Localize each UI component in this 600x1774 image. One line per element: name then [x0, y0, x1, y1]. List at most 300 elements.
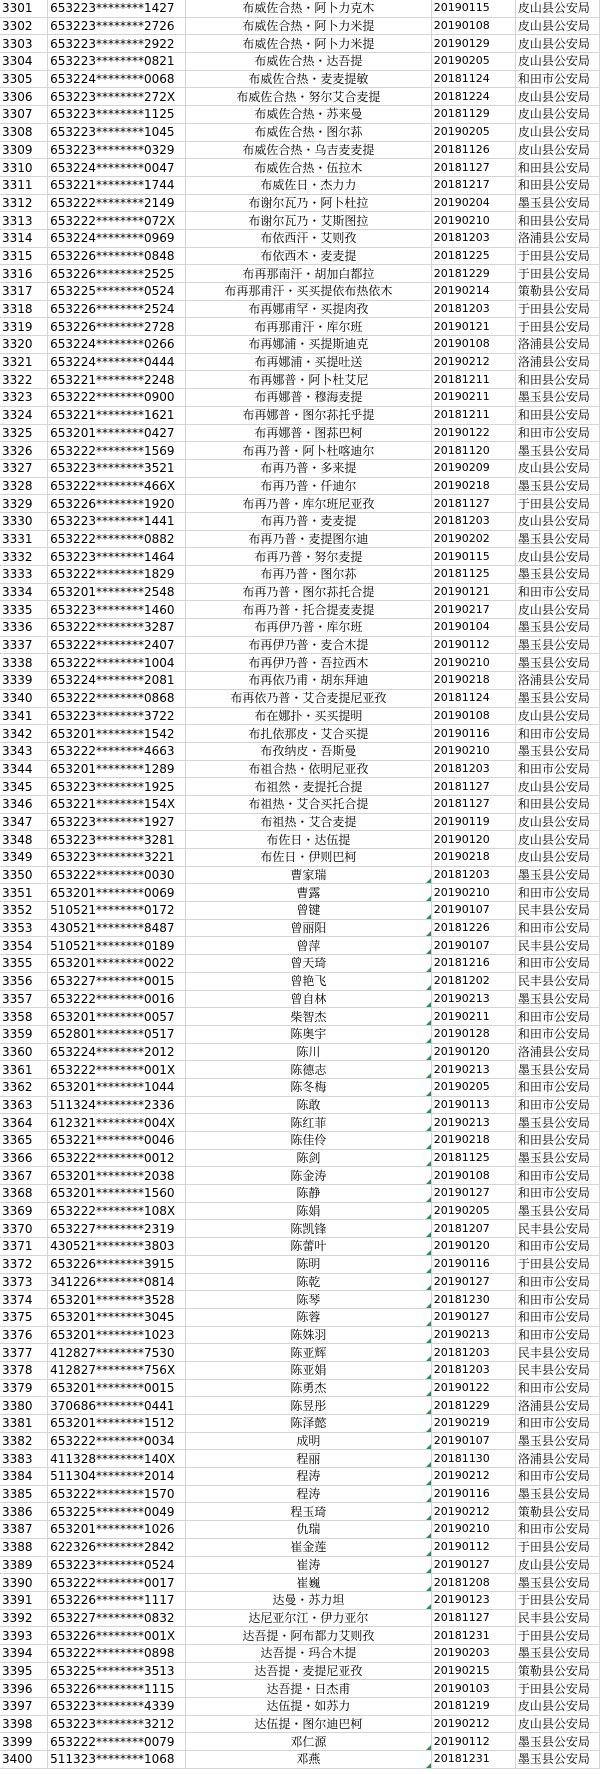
name-cell: 布再娜普・穆海麦提 [186, 389, 432, 407]
id-number-cell: 653221********2248 [48, 371, 186, 389]
name-cell: 布再乃普・阿卜杜喀迪尔 [186, 442, 432, 460]
agency-cell: 墨玉县公安局 [515, 194, 599, 212]
row-number: 3340 [0, 689, 48, 707]
date-cell: 20190104 [431, 619, 515, 637]
agency-cell: 和田市公安局 [515, 1521, 599, 1539]
date-cell: 20181216 [431, 955, 515, 973]
id-number-cell: 511304********2014 [48, 1468, 186, 1486]
date-cell: 20190127 [431, 1556, 515, 1574]
row-number: 3393 [0, 1627, 48, 1645]
row-number: 3370 [0, 1220, 48, 1238]
agency-cell: 和田县公安局 [515, 212, 599, 230]
row-number: 3316 [0, 265, 48, 283]
row-number: 3307 [0, 106, 48, 124]
agency-cell: 皮山县公安局 [515, 35, 599, 53]
id-number-cell: 653222********0030 [48, 866, 186, 884]
agency-cell: 于田县公安局 [515, 318, 599, 336]
id-number-cell: 653201********0057 [48, 1008, 186, 1026]
id-number-cell: 653223********0821 [48, 53, 186, 71]
name-cell: 布再乃普・努尔麦提 [186, 548, 432, 566]
agency-cell: 于田县公安局 [515, 1591, 599, 1609]
id-number-cell: 653222********3287 [48, 619, 186, 637]
date-cell: 20190214 [431, 283, 515, 301]
table-row [0, 1521, 600, 1539]
table-row [0, 742, 600, 760]
row-number: 3310 [0, 159, 48, 177]
date-cell: 20181208 [431, 1574, 515, 1592]
agency-cell: 策勒县公安局 [515, 1662, 599, 1680]
name-cell: 布再那南汗・胡加白都拉 [186, 265, 432, 283]
date-cell: 20190211 [431, 389, 515, 407]
row-number: 3333 [0, 566, 48, 584]
table-row [0, 1698, 600, 1716]
id-number-cell: 653222********1570 [48, 1485, 186, 1503]
table-row [0, 795, 600, 813]
name-cell: 陈昱彤 [186, 1397, 432, 1415]
agency-cell: 洛浦县公安局 [515, 229, 599, 247]
id-number-cell: 653223********1045 [48, 123, 186, 141]
name-cell: 布威佐日・杰力力 [186, 176, 432, 194]
name-cell: 达吾提・日杰甫 [186, 1680, 432, 1698]
id-number-cell: 653226********001X [48, 1627, 186, 1645]
name-cell: 布祖热・艾合买托合提 [186, 795, 432, 813]
date-cell: 20190205 [431, 53, 515, 71]
agency-cell: 皮山县公安局 [515, 601, 599, 619]
date-cell: 20181231 [431, 1751, 515, 1769]
table-row [0, 1538, 600, 1556]
table-row [0, 849, 600, 867]
name-cell: 邓燕 [186, 1751, 432, 1769]
date-cell: 20181229 [431, 265, 515, 283]
row-number: 3322 [0, 371, 48, 389]
name-cell: 布威佐合热・乌吉麦麦提 [186, 141, 432, 159]
id-number-cell: 412827********7530 [48, 1344, 186, 1362]
id-number-cell: 653224********2012 [48, 1043, 186, 1061]
row-number: 3367 [0, 1167, 48, 1185]
row-number: 3378 [0, 1361, 48, 1379]
row-number: 3389 [0, 1556, 48, 1574]
agency-cell: 和田市公安局 [515, 1238, 599, 1256]
name-cell: 陈亚娟 [186, 1361, 432, 1379]
row-number: 3327 [0, 459, 48, 477]
id-number-cell: 653223********3722 [48, 707, 186, 725]
row-number: 3349 [0, 849, 48, 867]
agency-cell: 洛浦县公安局 [515, 1043, 599, 1061]
date-cell: 20190211 [431, 1008, 515, 1026]
row-number: 3344 [0, 760, 48, 778]
row-number: 3387 [0, 1521, 48, 1539]
table-row [0, 1025, 600, 1043]
table-row [0, 1114, 600, 1132]
date-cell: 20190213 [431, 1326, 515, 1344]
row-number: 3331 [0, 530, 48, 548]
name-cell: 陈佳伶 [186, 1132, 432, 1150]
table-row [0, 35, 600, 53]
agency-cell: 皮山县公安局 [515, 512, 599, 530]
date-cell: 20190213 [431, 990, 515, 1008]
agency-cell: 皮山县公安局 [515, 459, 599, 477]
table-row [0, 1061, 600, 1079]
row-number: 3375 [0, 1308, 48, 1326]
date-cell: 20181211 [431, 406, 515, 424]
date-cell: 20181129 [431, 106, 515, 124]
date-cell: 20190103 [431, 1680, 515, 1698]
name-cell: 成明 [186, 1432, 432, 1450]
id-number-cell: 430521********3803 [48, 1238, 186, 1256]
name-cell: 布祖热・艾合麦提 [186, 813, 432, 831]
table-row [0, 1662, 600, 1680]
name-cell: 陈川 [186, 1043, 432, 1061]
name-cell: 布再娜普・图荪巴柯 [186, 424, 432, 442]
row-number: 3339 [0, 672, 48, 690]
name-cell: 布威佐合热・阿卜力克木 [186, 0, 432, 17]
date-cell: 20190212 [431, 353, 515, 371]
name-cell: 陈泽懿 [186, 1415, 432, 1433]
table-row [0, 194, 600, 212]
date-cell: 20190203 [431, 1644, 515, 1662]
table-row [0, 1574, 600, 1592]
date-cell: 20190108 [431, 336, 515, 354]
agency-cell: 皮山县公安局 [515, 849, 599, 867]
date-cell: 20181203 [431, 760, 515, 778]
date-cell: 20181217 [431, 176, 515, 194]
name-cell: 陈娟 [186, 1202, 432, 1220]
name-cell: 布再依乃普・艾合麦提尼亚孜 [186, 689, 432, 707]
row-number: 3397 [0, 1698, 48, 1716]
table-row [0, 477, 600, 495]
agency-cell: 墨玉县公安局 [515, 1733, 599, 1751]
table-row [0, 866, 600, 884]
agency-cell: 和田县公安局 [515, 795, 599, 813]
name-cell: 达吾提・阿布都力艾则孜 [186, 1627, 432, 1645]
agency-cell: 和田市公安局 [515, 1468, 599, 1486]
row-number: 3357 [0, 990, 48, 1008]
date-cell: 20190218 [431, 1132, 515, 1150]
id-number-cell: 653221********154X [48, 795, 186, 813]
id-number-cell: 653201********1289 [48, 760, 186, 778]
agency-cell: 墨玉县公安局 [515, 1114, 599, 1132]
name-cell: 曾艳飞 [186, 972, 432, 990]
name-cell: 曹家瑞 [186, 866, 432, 884]
agency-cell: 和田市公安局 [515, 1185, 599, 1203]
name-cell: 程丽 [186, 1450, 432, 1468]
date-cell: 20190212 [431, 1503, 515, 1521]
row-number: 3382 [0, 1432, 48, 1450]
row-number: 3324 [0, 406, 48, 424]
name-cell: 布佐日・达伍提 [186, 831, 432, 849]
table-row [0, 990, 600, 1008]
name-cell: 陈敢 [186, 1096, 432, 1114]
name-cell: 陈姝羽 [186, 1326, 432, 1344]
table-row [0, 406, 600, 424]
name-cell: 布威佐合热・苏来曼 [186, 106, 432, 124]
agency-cell: 于田县公安局 [515, 495, 599, 513]
name-cell: 布依西汗・艾则孜 [186, 229, 432, 247]
table-row [0, 1096, 600, 1114]
row-number: 3400 [0, 1751, 48, 1769]
row-number: 3388 [0, 1538, 48, 1556]
name-cell: 布再那甫汗・买买提依布热依木 [186, 283, 432, 301]
row-number: 3355 [0, 955, 48, 973]
agency-cell: 墨玉县公安局 [515, 636, 599, 654]
table-row [0, 1291, 600, 1309]
row-number: 3319 [0, 318, 48, 336]
id-number-cell: 653201********1512 [48, 1415, 186, 1433]
date-cell: 20181224 [431, 88, 515, 106]
table-row [0, 1344, 600, 1362]
date-cell: 20190210 [431, 212, 515, 230]
row-number: 3372 [0, 1255, 48, 1273]
table-row [0, 1308, 600, 1326]
row-number: 3380 [0, 1397, 48, 1415]
id-number-cell: 653222********1829 [48, 566, 186, 584]
name-cell: 曾萍 [186, 937, 432, 955]
table-row [0, 1503, 600, 1521]
date-cell: 20190113 [431, 1096, 515, 1114]
id-number-cell: 653222********108X [48, 1202, 186, 1220]
table-row [0, 212, 600, 230]
date-cell: 20190127 [431, 1185, 515, 1203]
row-number: 3341 [0, 707, 48, 725]
row-number: 3338 [0, 654, 48, 672]
name-cell: 布威佐合热・伍拉木 [186, 159, 432, 177]
row-number: 3304 [0, 53, 48, 71]
agency-cell: 墨玉县公安局 [515, 689, 599, 707]
table-row [0, 1450, 600, 1468]
date-cell: 20190210 [431, 654, 515, 672]
row-number: 3313 [0, 212, 48, 230]
row-number: 3346 [0, 795, 48, 813]
date-cell: 20190108 [431, 707, 515, 725]
agency-cell: 皮山县公安局 [515, 0, 599, 17]
name-cell: 布扎依那皮・艾合买提 [186, 725, 432, 743]
name-cell: 布再娜甫罕・买提肉孜 [186, 300, 432, 318]
row-number: 3303 [0, 35, 48, 53]
id-number-cell: 653226********1117 [48, 1591, 186, 1609]
date-cell: 20190218 [431, 477, 515, 495]
table-row [0, 0, 600, 17]
date-cell: 20190116 [431, 1485, 515, 1503]
id-number-cell: 653222********0034 [48, 1432, 186, 1450]
date-cell: 20181203 [431, 300, 515, 318]
row-number: 3394 [0, 1644, 48, 1662]
id-number-cell: 653222********0017 [48, 1574, 186, 1592]
date-cell: 20181203 [431, 229, 515, 247]
name-cell: 布再乃普・麦提图尔迪 [186, 530, 432, 548]
id-number-cell: 653222********1004 [48, 654, 186, 672]
row-number: 3352 [0, 902, 48, 920]
name-cell: 曹露 [186, 884, 432, 902]
id-number-cell: 653222********0079 [48, 1733, 186, 1751]
date-cell: 20190120 [431, 831, 515, 849]
date-cell: 20190108 [431, 17, 515, 35]
name-cell: 布再乃普・库尔班尼亚孜 [186, 495, 432, 513]
name-cell: 布孜纳皮・吾斯曼 [186, 742, 432, 760]
agency-cell: 墨玉县公安局 [515, 1751, 599, 1769]
id-number-cell: 653222********072X [48, 212, 186, 230]
id-number-cell: 341226********0814 [48, 1273, 186, 1291]
agency-cell: 民丰县公安局 [515, 1361, 599, 1379]
table-row [0, 1220, 600, 1238]
table-row [0, 636, 600, 654]
date-cell: 20190128 [431, 1025, 515, 1043]
table-row [0, 159, 600, 177]
name-cell: 达曼・苏力坦 [186, 1591, 432, 1609]
table-row [0, 1627, 600, 1645]
row-number: 3374 [0, 1291, 48, 1309]
date-cell: 20190215 [431, 1662, 515, 1680]
agency-cell: 皮山县公安局 [515, 707, 599, 725]
date-cell: 20190112 [431, 1733, 515, 1751]
name-cell: 程涛 [186, 1468, 432, 1486]
id-number-cell: 653227********0832 [48, 1609, 186, 1627]
table-row [0, 229, 600, 247]
agency-cell: 墨玉县公安局 [515, 1432, 599, 1450]
name-cell: 布再乃普・仟迪尔 [186, 477, 432, 495]
name-cell: 陈乾 [186, 1273, 432, 1291]
row-number: 3328 [0, 477, 48, 495]
agency-cell: 墨玉县公安局 [515, 866, 599, 884]
date-cell: 20190120 [431, 1043, 515, 1061]
row-number: 3337 [0, 636, 48, 654]
agency-cell: 皮山县公安局 [515, 831, 599, 849]
name-cell: 陈蕾叶 [186, 1238, 432, 1256]
id-number-cell: 653221********1744 [48, 176, 186, 194]
name-cell: 布祖然・麦提托合提 [186, 778, 432, 796]
date-cell: 20190122 [431, 424, 515, 442]
name-cell: 布谢尔瓦乃・阿卜杜拉 [186, 194, 432, 212]
agency-cell: 洛浦县公安局 [515, 336, 599, 354]
name-cell: 陈蓉 [186, 1308, 432, 1326]
row-number: 3320 [0, 336, 48, 354]
agency-cell: 和田市公安局 [515, 1291, 599, 1309]
agency-cell: 策勒县公安局 [515, 283, 599, 301]
date-cell: 20190209 [431, 459, 515, 477]
row-number: 3358 [0, 1008, 48, 1026]
table-row [0, 459, 600, 477]
agency-cell: 和田市公安局 [515, 1308, 599, 1326]
row-number: 3368 [0, 1185, 48, 1203]
table-row [0, 1485, 600, 1503]
table-row [0, 495, 600, 513]
id-number-cell: 653223********3221 [48, 849, 186, 867]
id-number-cell: 653222********0898 [48, 1644, 186, 1662]
table-row [0, 1167, 600, 1185]
table-row [0, 1202, 600, 1220]
id-number-cell: 653201********0015 [48, 1379, 186, 1397]
id-number-cell: 653223********0524 [48, 1556, 186, 1574]
name-cell: 布再伊乃普・麦合木提 [186, 636, 432, 654]
row-number: 3379 [0, 1379, 48, 1397]
id-number-cell: 511324********2336 [48, 1096, 186, 1114]
id-number-cell: 370686********0441 [48, 1397, 186, 1415]
date-cell: 20181127 [431, 778, 515, 796]
id-number-cell: 653222********0012 [48, 1149, 186, 1167]
name-cell: 布再乃普・麦麦提 [186, 512, 432, 530]
row-number: 3334 [0, 583, 48, 601]
id-number-cell: 511323********1068 [48, 1751, 186, 1769]
row-number: 3312 [0, 194, 48, 212]
date-cell: 20181125 [431, 566, 515, 584]
agency-cell: 和田市公安局 [515, 1273, 599, 1291]
table-row [0, 141, 600, 159]
agency-cell: 墨玉县公安局 [515, 1061, 599, 1079]
agency-cell: 皮山县公安局 [515, 88, 599, 106]
name-cell: 曾丽阳 [186, 919, 432, 937]
table-row [0, 1397, 600, 1415]
row-number: 3342 [0, 725, 48, 743]
name-cell: 邓仁源 [186, 1733, 432, 1751]
table-row [0, 1715, 600, 1733]
id-number-cell: 653222********0900 [48, 389, 186, 407]
id-number-cell: 653224********0047 [48, 159, 186, 177]
agency-cell: 洛浦县公安局 [515, 1450, 599, 1468]
agency-cell: 皮山县公安局 [515, 106, 599, 124]
table-row [0, 318, 600, 336]
table-row [0, 583, 600, 601]
date-cell: 20190120 [431, 1238, 515, 1256]
id-number-cell: 653222********2407 [48, 636, 186, 654]
id-number-cell: 653222********0882 [48, 530, 186, 548]
table-row [0, 1078, 600, 1096]
date-cell: 20181130 [431, 1450, 515, 1468]
row-number: 3386 [0, 1503, 48, 1521]
date-cell: 20190112 [431, 636, 515, 654]
row-number: 3317 [0, 283, 48, 301]
row-number: 3351 [0, 884, 48, 902]
agency-cell: 于田县公安局 [515, 1255, 599, 1273]
row-number: 3318 [0, 300, 48, 318]
row-number: 3365 [0, 1132, 48, 1150]
table-row [0, 17, 600, 35]
agency-cell: 墨玉县公安局 [515, 1485, 599, 1503]
id-number-cell: 653201********3045 [48, 1308, 186, 1326]
agency-cell: 和田市公安局 [515, 884, 599, 902]
date-cell: 20190213 [431, 1061, 515, 1079]
agency-cell: 皮山县公安局 [515, 1715, 599, 1733]
table-row [0, 70, 600, 88]
name-cell: 陈亚辉 [186, 1344, 432, 1362]
agency-cell: 和田市公安局 [515, 583, 599, 601]
row-number: 3392 [0, 1609, 48, 1627]
name-cell: 布在娜扑・买买提明 [186, 707, 432, 725]
agency-cell: 墨玉县公安局 [515, 619, 599, 637]
agency-cell: 墨玉县公安局 [515, 742, 599, 760]
table-row [0, 778, 600, 796]
row-number: 3311 [0, 176, 48, 194]
name-cell: 仇瑞 [186, 1521, 432, 1539]
name-cell: 程涛 [186, 1485, 432, 1503]
id-number-cell: 653201********3528 [48, 1291, 186, 1309]
agency-cell: 和田市公安局 [515, 1078, 599, 1096]
name-cell: 布再伊乃普・吾拉西木 [186, 654, 432, 672]
table-row [0, 1468, 600, 1486]
date-cell: 20190212 [431, 1468, 515, 1486]
date-cell: 20190210 [431, 884, 515, 902]
agency-cell: 和田县公安局 [515, 176, 599, 194]
name-cell: 布再娜普・图尔荪托乎提 [186, 406, 432, 424]
table-row [0, 619, 600, 637]
row-number: 3361 [0, 1061, 48, 1079]
table-row [0, 283, 600, 301]
name-cell: 布祖合热・依明尼亚孜 [186, 760, 432, 778]
agency-cell: 民丰县公安局 [515, 1609, 599, 1627]
id-number-cell: 653223********1427 [48, 0, 186, 17]
id-number-cell: 653221********1621 [48, 406, 186, 424]
row-number: 3302 [0, 17, 48, 35]
date-cell: 20181127 [431, 159, 515, 177]
agency-cell: 和田市公安局 [515, 1025, 599, 1043]
